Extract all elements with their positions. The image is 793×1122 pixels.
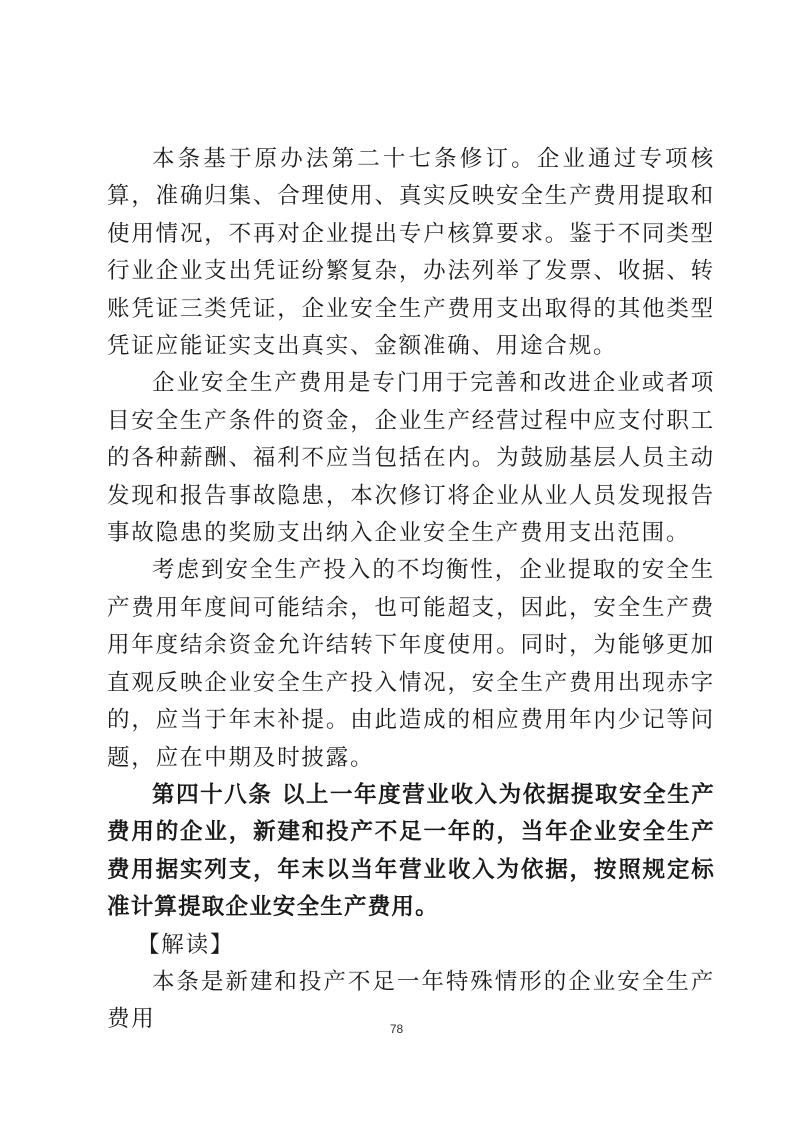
document-body	[107, 141, 715, 1039]
article-48-clause: 第四十八条 以上一年度营业收入为依据提取安全生产费用的企业，新建和投产不足一年的，当年企业安全生产费用据实列支，年末以当年营业收入为依据，按照规定标准计算提取企业安全生产费用。	[107, 781, 715, 921]
paragraph-article-47-interpretation: 本条基于原办法第二十七条修订。企业通过专项核算，准确归集、合理使用、真实反映安全生产费用提取和使用情况，不再对企业提出专户核算要求。鉴于不同类型行业企业支出凭证纷繁复杂，办法列举了发票、收据、转账凭证三类凭证，企业安全生产费用支出取得的其他类型凭证应能证实支出真实、金额准确、用途合规。	[107, 146, 715, 360]
paragraph-safety-fund-scope: 企业安全生产费用是专门用于完善和改进企业或者项目安全生产条件的资金，企业生产经营过程中应支付职工的各种薪酬、福利不应当包括在内。为鼓励基层人员主动发现和报告事故隐患，本次修订将企业从业人员发现报告事故隐患的奖励支出纳入企业安全生产费用支出范围。	[107, 370, 715, 547]
page-number: 78	[389, 1022, 404, 1036]
paragraph-annual-balance: 考虑到安全生产投入的不均衡性，企业提取的安全生产费用年度间可能结余，也可能超支，因此，安全生产费用年度结余资金允许结转下年度使用。同时，为能够更加直观反映企业安全生产投入情况，安全生产费用出现赤字的，应当于年末补提。由此造成的相应费用年内少记等问题，应在中期及时披露。	[107, 557, 715, 771]
interpretation-heading: 【解读】	[137, 931, 235, 958]
paragraph-article-48-interpretation: 本条是新建和投产不足一年特殊情形的企业安全生产费用	[107, 968, 715, 1033]
